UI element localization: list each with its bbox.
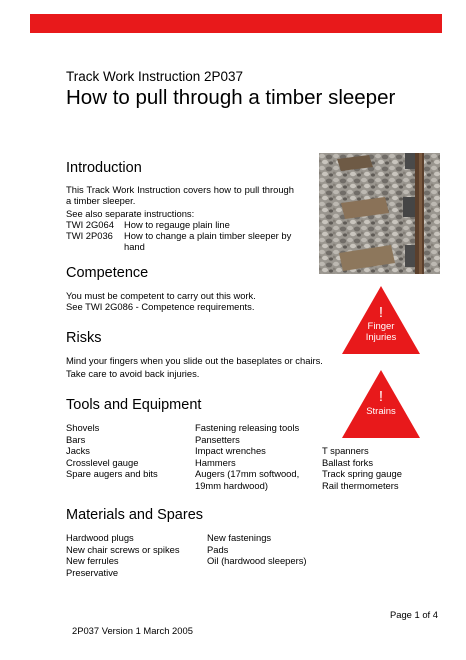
version-footer: 2P037 Version 1 March 2005 xyxy=(72,625,193,636)
list-item: Shovels xyxy=(66,422,100,433)
list-item: Ballast forks xyxy=(322,456,374,468)
list-item: Pads xyxy=(207,543,229,555)
section-heading-competence: Competence xyxy=(66,265,149,281)
risk-line: Mind your fingers when you slide out the baseplates or chairs. xyxy=(66,355,323,366)
introduction-text: This Track Work Instruction covers how to pull through a timber sleeper. xyxy=(66,184,294,206)
list-item: New chair screws or spikes xyxy=(66,543,180,555)
railway-track-photo xyxy=(319,153,440,274)
tools-column-1 xyxy=(66,422,158,480)
ref-code: TWI 2P036 xyxy=(66,230,113,241)
list-item: Rail thermometers xyxy=(322,479,399,491)
list-item: Oil (hardwood sleepers) xyxy=(207,555,307,566)
ref-code: TWI 2G064 xyxy=(66,219,114,230)
list-item: Preservative xyxy=(66,566,119,578)
competence-line: You must be competent to carry out this work. xyxy=(66,290,256,301)
list-item: Jacks xyxy=(66,445,90,456)
list-item: 19mm hardwood) xyxy=(195,479,268,491)
list-item: New ferrules xyxy=(66,555,119,566)
list-item: T spanners xyxy=(322,445,369,456)
section-heading-introduction: Introduction xyxy=(66,160,142,176)
section-heading-materials: Materials and Spares xyxy=(66,507,204,523)
header-red-bar xyxy=(30,14,442,33)
section-heading-tools: Tools and Equipment xyxy=(66,397,202,413)
list-item: Crosslevel gauge xyxy=(66,456,139,468)
section-heading-risks: Risks xyxy=(66,330,102,346)
tools-column-2 xyxy=(195,422,299,491)
risk-line: Take care to avoid back injuries. xyxy=(66,368,200,379)
see-also-label: See also separate instructions: xyxy=(66,208,195,219)
materials-column-2 xyxy=(207,532,307,567)
warning-symbol: ! xyxy=(378,388,384,405)
page-number: Page 1 of 4 xyxy=(390,609,438,620)
ref-description: How to change a plain timber sleeper by hand xyxy=(124,230,292,252)
warning-label: Finger xyxy=(367,321,395,332)
list-item: Pansetters xyxy=(195,433,240,445)
competence-line: See TWI 2G086 - Competence requirements. xyxy=(66,301,255,312)
list-item: New fastenings xyxy=(207,532,272,543)
list-item: Augers (17mm softwood, xyxy=(195,468,300,479)
strains-warning xyxy=(341,369,421,439)
document-title: How to pull through a timber sleeper xyxy=(66,86,396,109)
list-item: Bars xyxy=(66,433,86,445)
materials-column-1 xyxy=(66,532,180,578)
list-item: Fastening releasing tools xyxy=(195,422,300,433)
list-item: Impact wrenches xyxy=(195,445,266,456)
list-item: Spare augers and bits xyxy=(66,468,158,479)
list-item: Track spring gauge xyxy=(322,468,402,479)
document-subtitle: Track Work Instruction 2P037 xyxy=(66,69,244,84)
warning-label: Injuries xyxy=(365,332,397,343)
tools-column-3 xyxy=(322,445,402,491)
ref-description: How to regauge plain line xyxy=(124,219,230,230)
list-item: Hardwood plugs xyxy=(66,532,134,543)
finger-injuries-warning xyxy=(341,285,421,355)
list-item: Hammers xyxy=(195,456,236,468)
warning-symbol: ! xyxy=(378,304,384,321)
warning-label: Strains xyxy=(366,406,396,417)
